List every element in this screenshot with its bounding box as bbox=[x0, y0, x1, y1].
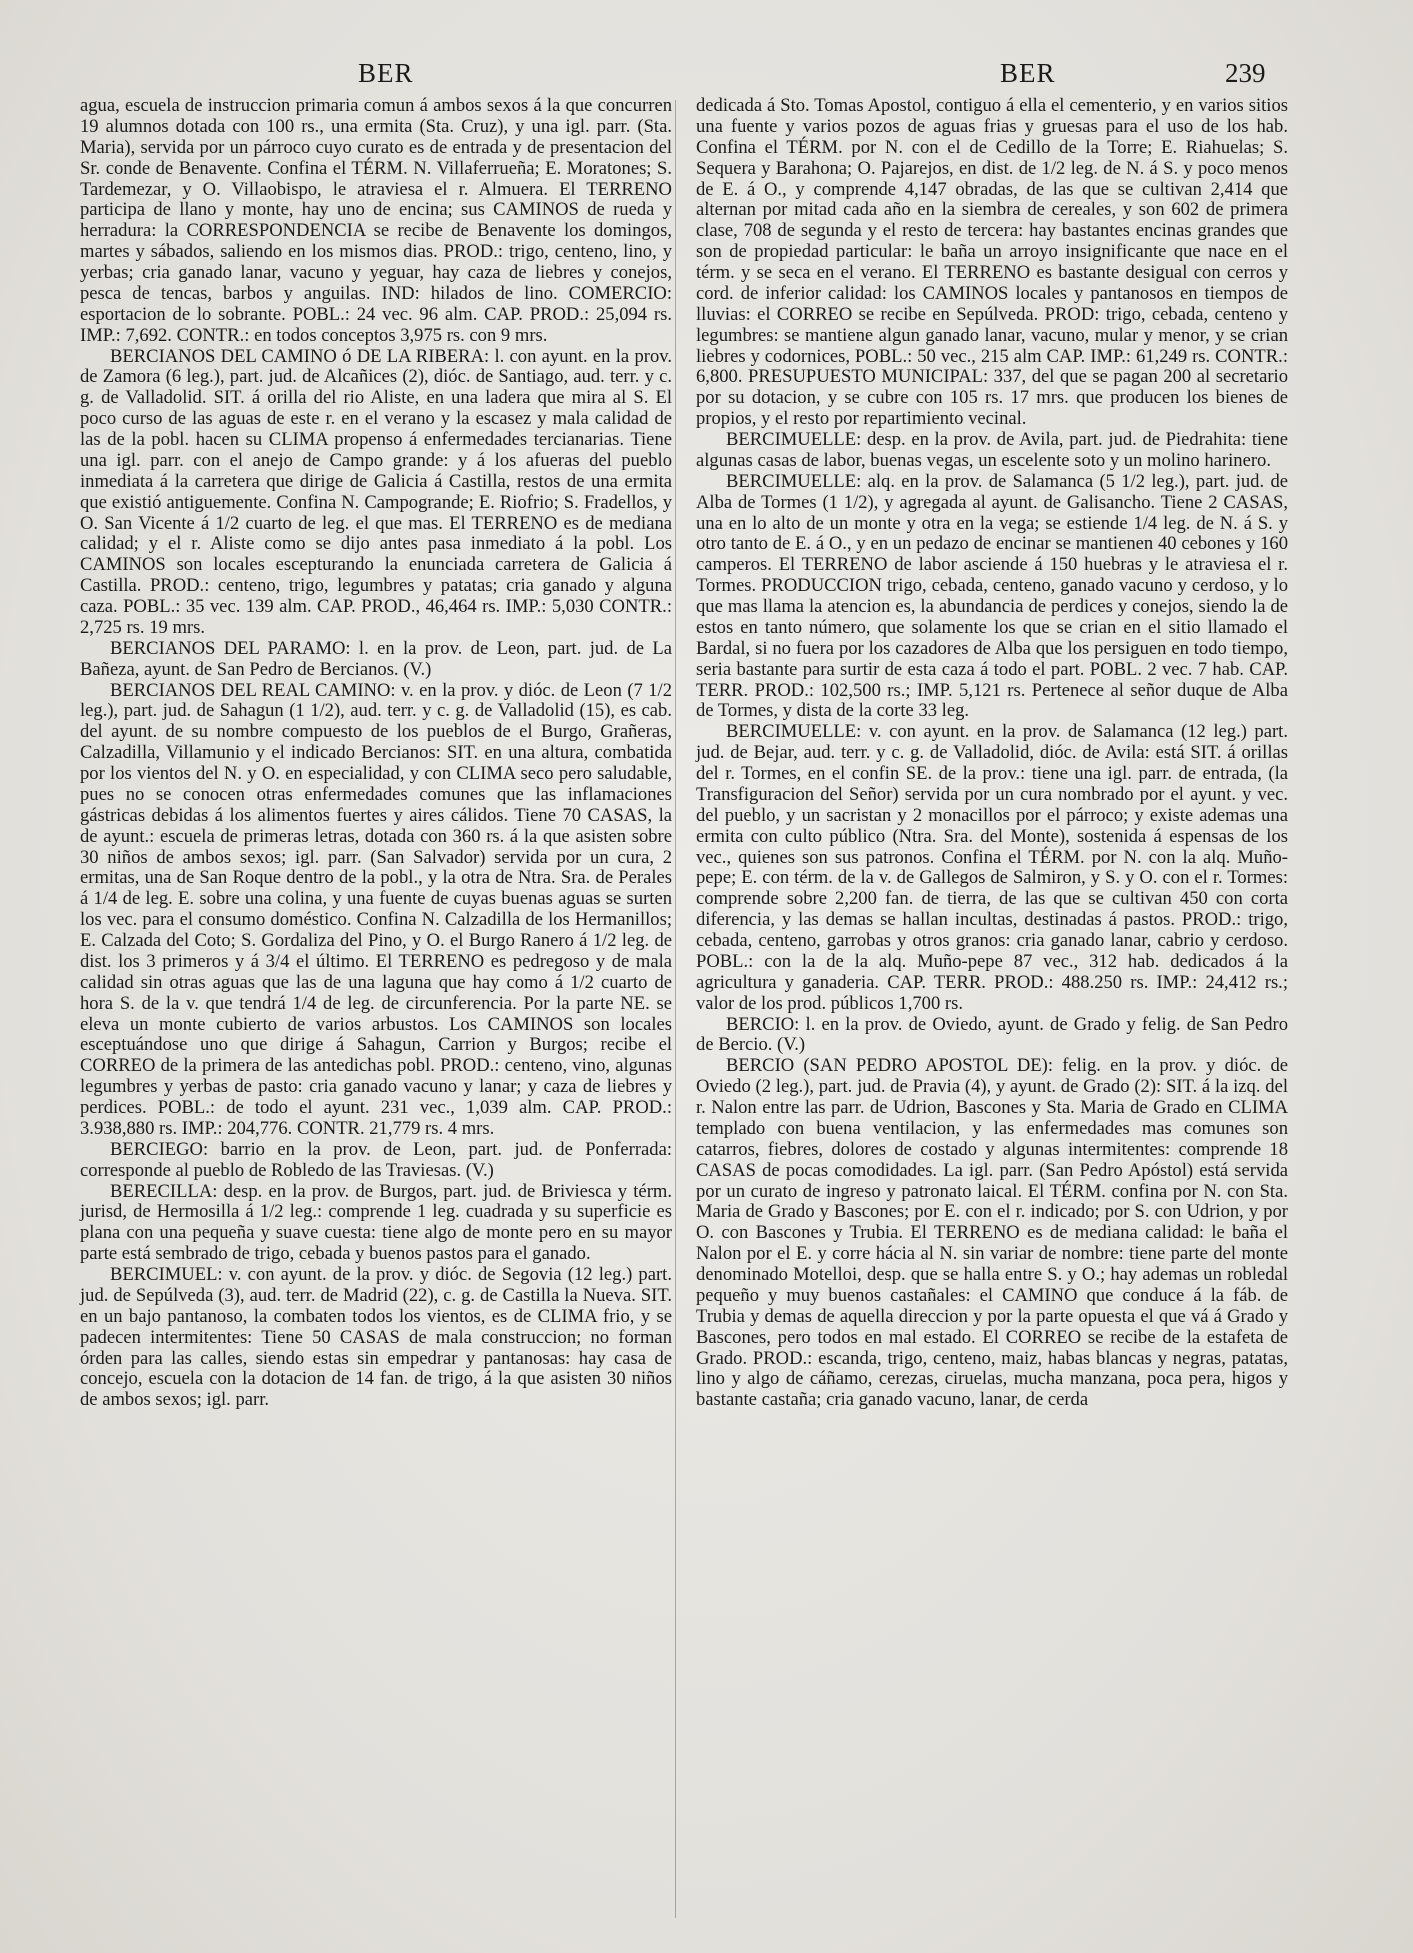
column-divider bbox=[675, 100, 676, 1918]
right-column bbox=[696, 96, 1288, 1411]
dictionary-entry: BERCIMUELLE: desp. en la prov. de Avila, part. jud. de Piedrahita: tiene algunas casas de labor, buenas vegas, un escelente soto y un molino harinero. bbox=[696, 429, 1288, 471]
dictionary-entry: BERCIEGO: barrio en la prov. de Leon, part. jud. de Ponferrada: corresponde al pueblo de Robledo de las Traviesas. (V.) bbox=[80, 1138, 672, 1181]
dictionary-entry: BERCIANOS DEL REAL CAMINO: v. en la prov. y dióc. de Leon (7 1/2 leg.), part. jud. de Sahagun (1 1/2), aud. terr. y c. g. de Valladolid (15), es cab. del ayunt. de su nombre compuesto de los pueblos de el Burgo, Grañeras, Calzadilla, Villamunio y el indicado Bercianos: SIT. en una altura, combatida por los vientos del N. y O. en especialidad, y con CLIMA seco pero saludable, pues no se conocen otras enfermedades comunes que las inflamaciones gástricas debidas á los alimentos fuertes y aires cálidos. Tiene 70 CASAS, la de ayunt.: escuela de primeras letras, dotada con 360 rs. á la que asisten sobre 30 niños de ambos sexos; igl. parr. (San Salvador) servida por un cura, 2 ermitas, una de San Roque dentro de la pobl., y la otra de Ntra. Sra. de Perales á 1/4 de leg. E. sobre una colina, y una fuente de cuyas buenas aguas se surten los vec. para el consumo doméstico. Confina N. Calzadilla de los Hermanillos; E. Calzada del Coto; S. Gordaliza del Pino, y O. el Burgo Ranero á 1/2 leg. de dist. los 3 primeros y á 3/4 el último. El TERRENO es pedregoso y de mala calidad sin otras aguas que las de una laguna que hay como á 1/2 cuarto de hora S. de la v. que tendrá 1/4 de leg. de circunferencia. Por la parte NE. se eleva un monte cubierto de varios arbustos. Los CAMINOS son locales esceptuándose uno que dirige á Sahagun, Carrion y Burgos; recibe el CORREO de la primera de las antedichas pobl. PROD.: centeno, vino, algunas legumbres y yerbas de pasto: cria ganado vacuno y lanar; y caza de liebres y perdices. POBL.: de todo el ayunt. 231 vec., 1,039 alm. CAP. PROD.: 3.938,880 rs. IMP.: 204,776. CONTR. 21,779 rs. 4 mrs. bbox=[80, 679, 672, 1139]
dictionary-entry: BERCIO (SAN PEDRO APOSTOL DE): felig. en la prov. y dióc. de Oviedo (2 leg.), part. jud. de Pravia (4), y ayunt. de Grado (2): SIT. á la izq. del r. Nalon entre las parr. de Udrion, Bascones y Sta. Maria de Grado en CLIMA templado con buena ventilacion, y las enfermedades mas comunes son catarros, fiebres, dolores de costado y algunas intermitentes: comprende 18 CASAS de pocas comodidades. La igl. parr. (San Pedro Apóstol) está servida por un curato de ingreso y patronato laical. El TÉRM. confina por N. con Sta. Maria de Grado y Bascones; por E. con el r. indicado; por S. con Udrion, y por O. con Bascones y Trubia. El TERRENO es de mediana calidad: le baña el Nalon por el E. y corre hácia al N. sin variar de nombre: tiene parte del monte denominado Motelloi, desp. que se halla entre S. y O.; hay ademas un robledal pequeño y muy buenos castañales: el CAMINO que conduce á la fáb. de Trubia y demas de aquella direccion y por la parte opuesta el que vá á Grado y Bascones, pero todos en mal estado. El CORREO se recibe de la estafeta de Grado. PROD.: escanda, trigo, centeno, maiz, habas blancas y negras, patatas, lino y algo de cáñamo, cerezas, ciruelas, mucha manzana, poca pera, higos y bastante castaña; cria ganado vacuno, lanar, de cerda bbox=[696, 1055, 1288, 1411]
dictionary-entry: BERCIANOS DEL CAMINO ó DE LA RIBERA: l. con ayunt. en la prov. de Zamora (6 leg.), part. jud. de Alcañices (2), dióc. de Santiago, aud. terr. y c. g. de Valladolid. SIT. á orilla del rio Aliste, en una ladera que mira al S. El poco curso de las aguas de este r. en el verano y la escasez y mala calidad de las de la pobl. hacen su CLIMA propenso á enfermedades tercianarias. Tiene una igl. parr. con el anejo de Campo grande: y á los afueras del pueblo inmediata á la carretera que dirige de Galicia á Castilla, restos de una ermita que existió antiguemente. Confina N. Campogrande; E. Riofrio; S. Fradellos, y O. San Vicente á 1/2 cuarto de leg. el que mas. El TERRENO es de mediana calidad; y el r. Aliste como se dijo antes pasa inmediato á la pobl. Los CAMINOS son locales escepturando la enunciada carretera de Galicia á Castilla. PROD.: centeno, trigo, legumbres y patatas; cria ganado y alguna caza. POBL.: 35 vec. 139 alm. CAP. PROD., 46,464 rs. IMP.: 5,030 CONTR.: 2,725 rs. 19 mrs. bbox=[80, 345, 672, 638]
entry-continuation: agua, escuela de instruccion primaria comun á ambos sexos á la que concurren 19 alumnos dotada con 100 rs., una ermita (Sta. Cruz), y una igl. parr. (Sta. Maria), servida por un párroco cuyo curato es de entrada y de presentacion del Sr. conde de Benavente. Confina el TÉRM. N. Villaferrueña; E. Moratones; S. Tardemezar, y O. Villaobispo, le atraviesa el r. Almuera. El TERRENO participa de llano y monte, hay uno de encina; sus CAMINOS de rueda y herradura: la CORRESPONDENCIA se recibe de Benavente los domingos, martes y sábados, saliendo en los mismos dias. PROD.: trigo, centeno, lino, y yerbas; cria ganado lanar, vacuno y yeguar, hay caza de liebres y conejos, pesca de tencas, barbos y anguilas. IND: hilados de lino. COMERCIO: esportacion de lo sobrante. POBL.: 24 vec. 96 alm. CAP. PROD.: 25,094 rs. IMP.: 7,692. CONTR.: en todos conceptos 3,975 rs. con 9 mrs. bbox=[80, 95, 672, 346]
page-header bbox=[0, 58, 1413, 98]
dictionary-entry: BERCIMUEL: v. con ayunt. de la prov. y dióc. de Segovia (12 leg.) part. jud. de Sepúlveda (3), aud. terr. de Madrid (22), c. g. de Castilla la Nueva. SIT. en un bajo pantanoso, la combaten todos los vientos, es de CLIMA frio, y se padecen intermitentes: Tiene 50 CASAS de mala construccion; no forman órden para las calles, siendo estas sin empedrar y pantanosas: hay casa de concejo, escuela con la dotacion de 14 fan. de trigo, á la que asisten 30 niños de ambos sexos; igl. parr. bbox=[80, 1264, 672, 1411]
running-head-left: BER bbox=[358, 58, 414, 88]
entry-continuation: dedicada á Sto. Tomas Apostol, contiguo á ella el cementerio, y en varios sitios una fuente y varios pozos de aguas frias y gruesas para el uso de los hab. Confina el TÉRM. por N. con el de Cedillo de la Torre; E. Riahuelas; S. Sequera y Barahona; O. Pajarejos, en dist. de 1/2 leg. de N. á S. y poco menos de E. á O., y comprende 4,147 obradas, de las que se cultivan 2,414 que alternan por mitad cada año en la siembra de cereales, y son 602 de primera clase, 708 de segunda y el resto de tercera: hay bastantes encinas grandes que son de propiedad particular: le baña un arroyo insignificante que nace en el térm. y se seca en el verano. El TERRENO es bastante desigual con cerros y cord. de inferior calidad: los CAMINOS locales y pantanosos en tiempos de lluvias: el CORREO se recibe en Sepúlveda. PROD: trigo, cebada, centeno y legumbres: se mantiene algun ganado lanar, vacuno, mular y menor, y se crian liebres y codornices, POBL.: 50 vec., 215 alm CAP. IMP.: 61,249 rs. CONTR.: 6,800. PRESUPUESTO MUNICIPAL: 337, del que se pagan 200 al secretario por su dotacion, y se cubre con 105 rs. 17 mrs. que producen los bienes de propios, y el resto por repartimiento vecinal. bbox=[696, 95, 1288, 430]
running-head-right: BER bbox=[1000, 58, 1056, 88]
dictionary-entry: BERCIO: l. en la prov. de Oviedo, ayunt. de Grado y felig. de San Pedro de Bercio. (V.) bbox=[696, 1013, 1288, 1056]
dictionary-entry: BERCIANOS DEL PARAMO: l. en la prov. de Leon, part. jud. de La Bañeza, ayunt. de San Pedro de Bercianos. (V.) bbox=[80, 637, 672, 680]
left-column bbox=[80, 96, 672, 1411]
page-number: 239 bbox=[1225, 58, 1266, 88]
dictionary-entry: BERCIMUELLE: alq. en la prov. de Salamanca (5 1/2 leg.), part. jud. de Alba de Tormes (1 1/2), y agregada al ayunt. de Galisancho. Tiene 2 CASAS, una en lo alto de un monte y otra en la vega; se estiende 1/4 leg. de N. á S. y otro tanto de E. á O., y en un pedazo de encinar se mantienen 40 cebones y 160 camperos. El TERRENO de labor asciende á 150 huebras y le atraviesa el r. Tormes. PRODUCCION trigo, cebada, centeno, ganado vacuno y cerdoso, y lo que mas llama la atencion es, la abundancia de perdices y conejos, siendo la de estos en tanto número, que solamente los que se crian en el sitio llamado el Bardal, si no fuera por los cazadores de Alba que los persiguen en todo tiempo, seria bastante para surtir de esta caza á todo el part. POBL. 2 vec. 7 hab. CAP. TERR. PROD.: 102,500 rs.; IMP. 5,121 rs. Pertenece al señor duque de Alba de Tormes, y dista de la corte 33 leg. bbox=[696, 470, 1288, 722]
dictionary-entry: BERCIMUELLE: v. con ayunt. en la prov. de Salamanca (12 leg.) part. jud. de Bejar, aud. terr. y c. g. de Valladolid, dióc. de Avila: está SIT. á orillas del r. Tormes, en el confin SE. de la prov.: tiene una igl. parr. de entrada, (la Transfiguracion del Señor) servida por un cura nombrado por el ayunt. y vec. del pueblo, y un sacristan y 2 monacillos por el párroco; y existe ademas una ermita con culto público (Ntra. Sra. del Monte), sostenida á espensas de los vec., quienes son sus patronos. Confina el TÉRM. por N. con la alq. Muño-pepe; E. con térm. de la v. de Gallegos de Salmiron, y S. y O. con el r. Tormes: comprende sobre 2,200 fan. de tierra, de las que se cultivan 450 con corta diferencia, y las demas se hallan incultas, destinadas á pastos. PROD.: trigo, cebada, centeno, garrobas y otros granos: cria ganado lanar, cabrio y cerdoso. POBL.: con la de la alq. Muño-pepe 87 vec., 312 hab. dedicados á la agricultura y ganaderia. CAP. TERR. PROD.: 488.250 rs. IMP.: 24,412 rs.; valor de los prod. públicos 1,700 rs. bbox=[696, 721, 1288, 1014]
dictionary-entry: BERECILLA: desp. en la prov. de Burgos, part. jud. de Briviesca y térm. jurisd, de Hermosilla á 1/2 leg.: comprende 1 leg. cuadrada y su superficie es plana con una pequeña y suave cuesta: tiene algo de monte pero en su mayor parte está sembrado de trigo, cebada y buenos pastos para el ganado. bbox=[80, 1180, 672, 1265]
